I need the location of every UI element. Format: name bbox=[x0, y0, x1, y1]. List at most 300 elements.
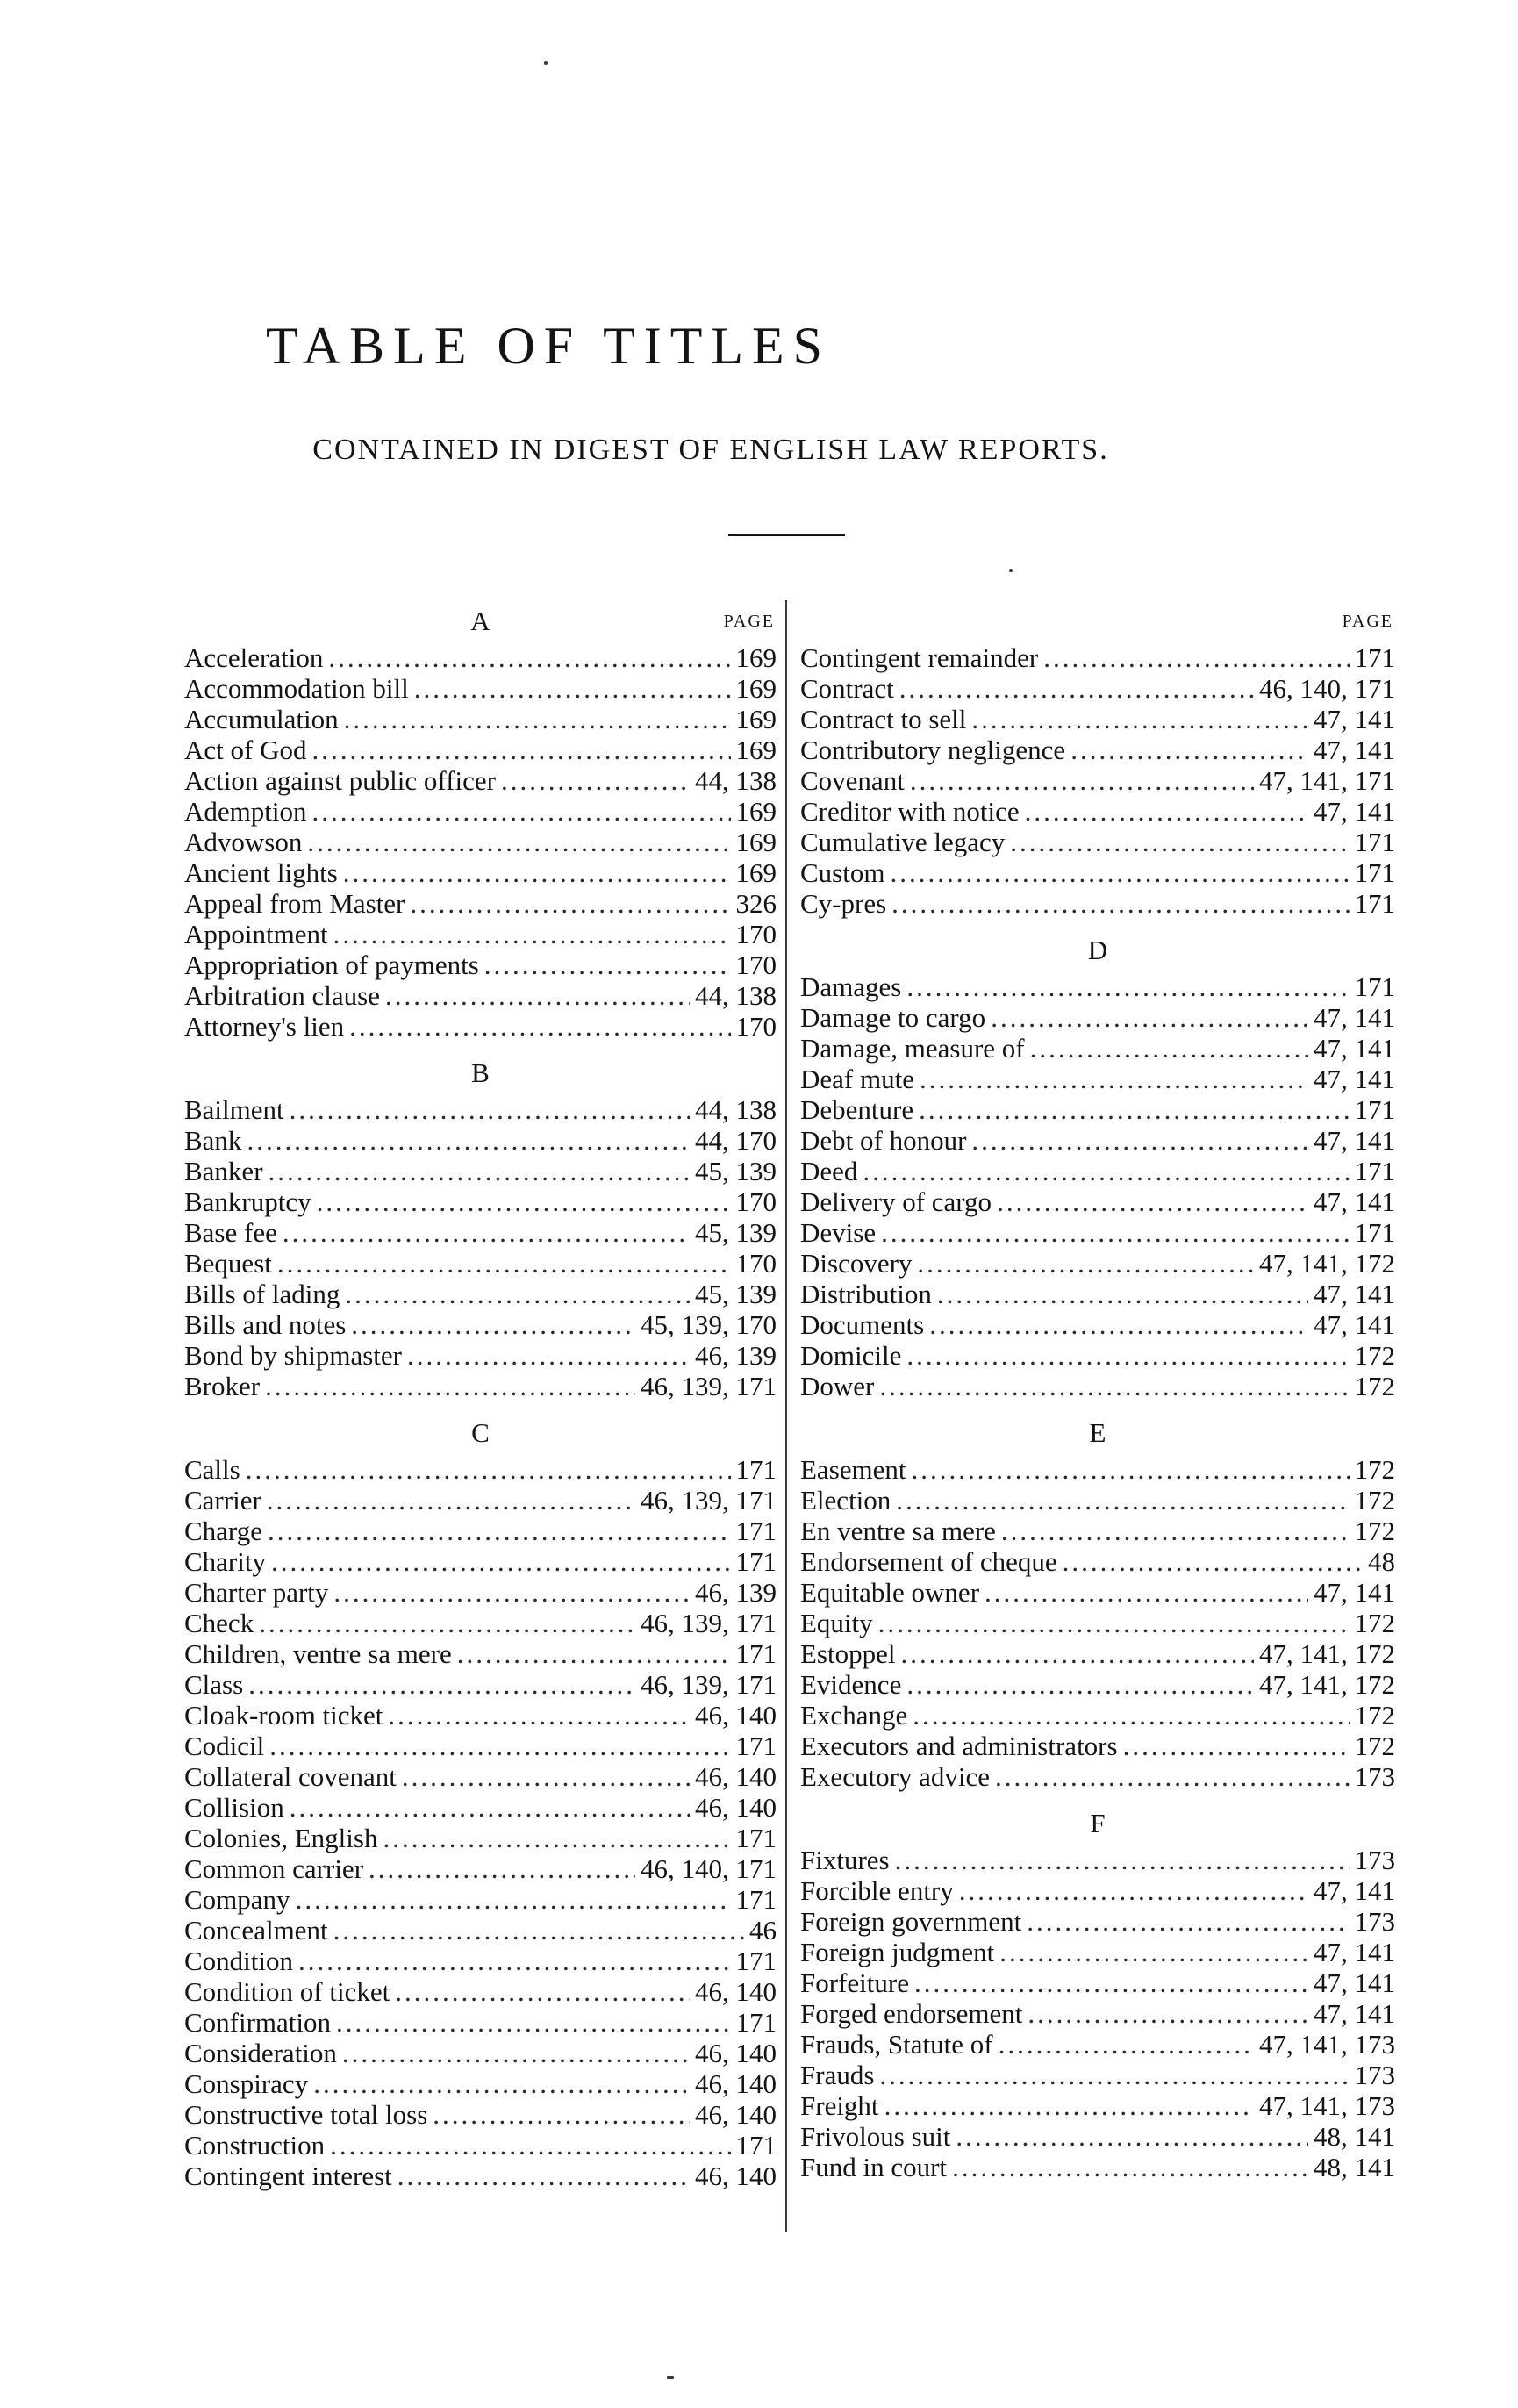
entry-title: Covenant bbox=[800, 765, 905, 796]
index-entry bbox=[800, 2152, 1395, 2182]
entry-pages: 173 bbox=[1354, 1761, 1395, 1792]
dot-leader bbox=[991, 1002, 1308, 1033]
dot-leader bbox=[879, 2060, 1349, 2090]
index-entry bbox=[184, 888, 777, 919]
entry-title: Exchange bbox=[800, 1700, 908, 1731]
entry-title: Endorsement of cheque bbox=[800, 1546, 1057, 1577]
entry-title: Forged endorsement bbox=[800, 1998, 1023, 2029]
entry-title: Bank bbox=[184, 1125, 242, 1156]
dot-leader bbox=[290, 1094, 690, 1125]
entry-title: Election bbox=[800, 1485, 891, 1516]
index-entry bbox=[184, 1186, 777, 1217]
entry-title: Equity bbox=[800, 1608, 873, 1638]
page-column-label: PAGE bbox=[1342, 612, 1393, 631]
entry-pages: 171 bbox=[735, 1454, 777, 1485]
index-entry bbox=[800, 857, 1395, 888]
dot-leader bbox=[267, 1485, 635, 1516]
index-entry bbox=[800, 1485, 1395, 1516]
entry-title: Charge bbox=[184, 1516, 262, 1546]
entry-title: Ademption bbox=[184, 796, 307, 827]
entry-pages: 47, 141, 172 bbox=[1259, 1638, 1395, 1669]
dot-leader bbox=[995, 1761, 1349, 1792]
section-gap bbox=[184, 1042, 777, 1052]
section-header bbox=[800, 600, 1395, 642]
index-entry bbox=[800, 1669, 1395, 1700]
entry-pages: 170 bbox=[735, 1011, 777, 1042]
dot-leader bbox=[971, 1125, 1308, 1156]
entry-pages: 171 bbox=[735, 2130, 777, 2161]
section-letter: C bbox=[471, 1417, 490, 1448]
entry-pages: 47, 141 bbox=[1314, 1033, 1395, 1064]
entry-title: Attorney's lien bbox=[184, 1011, 345, 1042]
index-entry bbox=[184, 919, 777, 950]
entry-title: Foreign government bbox=[800, 1906, 1022, 1937]
dot-leader bbox=[457, 1638, 731, 1669]
index-entry bbox=[184, 2099, 777, 2130]
dot-leader bbox=[884, 2090, 1254, 2121]
entry-title: Act of God bbox=[184, 735, 307, 765]
dot-leader bbox=[906, 971, 1349, 1002]
index-entry bbox=[800, 1638, 1395, 1669]
index-entry bbox=[184, 1884, 777, 1915]
entry-pages: 170 bbox=[735, 1186, 777, 1217]
index-entry bbox=[800, 1125, 1395, 1156]
entry-pages: 46, 140, 171 bbox=[1259, 673, 1395, 704]
index-entry bbox=[800, 1454, 1395, 1485]
index-entry bbox=[184, 950, 777, 980]
entry-pages: 47, 141 bbox=[1314, 735, 1395, 765]
dot-leader bbox=[311, 735, 730, 765]
entry-pages: 47, 141 bbox=[1314, 1279, 1395, 1309]
entry-title: Collision bbox=[184, 1792, 284, 1823]
entry-title: Debenture bbox=[800, 1094, 914, 1125]
entry-pages: 48, 141 bbox=[1314, 2121, 1395, 2152]
index-entry bbox=[800, 1371, 1395, 1401]
dot-leader bbox=[296, 1884, 731, 1915]
entry-title: Children, ventre sa mere bbox=[184, 1638, 452, 1669]
entry-title: Accumulation bbox=[184, 704, 339, 735]
dot-leader bbox=[906, 1669, 1254, 1700]
entry-pages: 46, 140 bbox=[695, 2099, 777, 2130]
dot-leader bbox=[336, 2007, 730, 2038]
entry-title: Codicil bbox=[184, 1731, 265, 1761]
entry-title: Evidence bbox=[800, 1669, 902, 1700]
dot-leader bbox=[899, 673, 1254, 704]
entry-pages: 48 bbox=[1368, 1546, 1395, 1577]
dot-leader bbox=[271, 1546, 731, 1577]
entry-title: Bills of lading bbox=[184, 1279, 340, 1309]
index-entry bbox=[184, 642, 777, 673]
index-entry bbox=[184, 1309, 777, 1340]
dot-leader bbox=[484, 950, 731, 980]
dot-leader bbox=[1063, 1546, 1363, 1577]
entry-title: Condition of ticket bbox=[184, 1976, 390, 2007]
entry-pages: 171 bbox=[1354, 857, 1395, 888]
index-entry bbox=[800, 1731, 1395, 1761]
entry-pages: 170 bbox=[735, 1248, 777, 1279]
dot-leader bbox=[891, 888, 1349, 919]
entry-title: Documents bbox=[800, 1309, 925, 1340]
entry-pages: 172 bbox=[1354, 1608, 1395, 1638]
entry-title: Action against public officer bbox=[184, 765, 496, 796]
entry-title: Discovery bbox=[800, 1248, 913, 1279]
index-entry bbox=[800, 1094, 1395, 1125]
entry-pages: 47, 141 bbox=[1314, 1064, 1395, 1094]
entry-pages: 47, 141, 172 bbox=[1259, 1669, 1395, 1700]
dot-leader bbox=[343, 857, 731, 888]
entry-title: Damage, measure of bbox=[800, 1033, 1025, 1064]
entry-pages: 47, 141 bbox=[1314, 796, 1395, 827]
entry-title: Calls bbox=[184, 1454, 240, 1485]
section-gap bbox=[800, 919, 1395, 929]
dot-leader bbox=[344, 704, 731, 735]
index-entry bbox=[800, 2090, 1395, 2121]
dot-leader bbox=[265, 1371, 635, 1401]
entry-title: Contract bbox=[800, 673, 894, 704]
dot-leader bbox=[349, 1011, 730, 1042]
entry-pages: 47, 141, 171 bbox=[1259, 765, 1395, 796]
entry-title: Contract to sell bbox=[800, 704, 967, 735]
entry-title: Executory advice bbox=[800, 1761, 991, 1792]
index-entry bbox=[800, 1845, 1395, 1875]
entry-pages: 47, 141 bbox=[1314, 1125, 1395, 1156]
index-entry bbox=[184, 796, 777, 827]
dot-leader bbox=[333, 919, 731, 950]
section-letter: D bbox=[1087, 935, 1108, 965]
dot-leader bbox=[313, 2068, 690, 2099]
entry-title: Freight bbox=[800, 2090, 879, 2121]
dot-leader bbox=[283, 1217, 690, 1248]
entry-title: Forcible entry bbox=[800, 1875, 954, 1906]
index-entry bbox=[800, 704, 1395, 735]
entry-title: Consideration bbox=[184, 2038, 337, 2068]
entry-pages: 169 bbox=[735, 827, 777, 857]
dot-leader bbox=[312, 796, 731, 827]
dot-leader bbox=[1025, 796, 1308, 827]
entry-title: Bankruptcy bbox=[184, 1186, 311, 1217]
right-column bbox=[800, 600, 1395, 2182]
entry-title: Bailment bbox=[184, 1094, 284, 1125]
index-entry bbox=[800, 1217, 1395, 1248]
dot-leader bbox=[345, 1279, 690, 1309]
entry-title: Appeal from Master bbox=[184, 888, 405, 919]
entry-title: Devise bbox=[800, 1217, 877, 1248]
left-column bbox=[184, 600, 777, 2191]
index-entry bbox=[184, 673, 777, 704]
entry-title: Appointment bbox=[184, 919, 328, 950]
print-speck bbox=[544, 61, 548, 65]
entry-pages: 169 bbox=[735, 796, 777, 827]
entry-pages: 171 bbox=[1354, 1156, 1395, 1186]
dot-leader bbox=[901, 1638, 1255, 1669]
dot-leader bbox=[269, 1731, 730, 1761]
entry-title: Colonies, English bbox=[184, 1823, 378, 1853]
index-entry bbox=[800, 1248, 1395, 1279]
index-entry bbox=[800, 971, 1395, 1002]
entry-title: Deed bbox=[800, 1156, 858, 1186]
section-gap bbox=[800, 1401, 1395, 1412]
dot-leader bbox=[383, 1823, 730, 1853]
dot-leader bbox=[952, 2152, 1308, 2182]
dot-leader bbox=[906, 1340, 1349, 1371]
index-entry bbox=[184, 1248, 777, 1279]
entry-pages: 169 bbox=[735, 857, 777, 888]
dot-leader bbox=[959, 1875, 1308, 1906]
dot-leader bbox=[269, 1156, 690, 1186]
index-entry bbox=[184, 1853, 777, 1884]
dot-leader bbox=[1043, 642, 1349, 673]
entry-pages: 172 bbox=[1354, 1454, 1395, 1485]
entry-title: Contingent remainder bbox=[800, 642, 1039, 673]
entry-title: Ancient lights bbox=[184, 857, 338, 888]
entry-title: Foreign judgment bbox=[800, 1937, 995, 1967]
entry-pages: 169 bbox=[735, 704, 777, 735]
entry-pages: 169 bbox=[735, 735, 777, 765]
index-entry bbox=[800, 765, 1395, 796]
dot-leader bbox=[914, 1967, 1308, 1998]
entry-title: Frauds, Statute of bbox=[800, 2029, 993, 2060]
index-entry bbox=[184, 735, 777, 765]
entry-title: Creditor with notice bbox=[800, 796, 1020, 827]
dot-leader bbox=[1001, 1516, 1350, 1546]
index-entry bbox=[184, 857, 777, 888]
entry-title: Cloak-room ticket bbox=[184, 1700, 383, 1731]
dot-leader bbox=[397, 2161, 690, 2191]
entry-pages: 172 bbox=[1354, 1516, 1395, 1546]
dot-leader bbox=[268, 1516, 731, 1546]
dot-leader bbox=[912, 1454, 1350, 1485]
entry-pages: 46, 140, 171 bbox=[641, 1853, 777, 1884]
dot-leader bbox=[913, 1700, 1349, 1731]
entry-pages: 171 bbox=[1354, 1094, 1395, 1125]
index-entry bbox=[800, 1156, 1395, 1186]
entry-title: Domicile bbox=[800, 1340, 902, 1371]
index-entry bbox=[800, 1700, 1395, 1731]
index-entry bbox=[184, 1731, 777, 1761]
entry-pages: 46, 140 bbox=[695, 1792, 777, 1823]
index-entry bbox=[800, 1998, 1395, 2029]
entry-pages: 171 bbox=[1354, 971, 1395, 1002]
entry-pages: 47, 141 bbox=[1314, 1998, 1395, 2029]
entry-pages: 46, 139 bbox=[695, 1340, 777, 1371]
dot-leader bbox=[333, 1577, 690, 1608]
entry-title: Conspiracy bbox=[184, 2068, 309, 2099]
dot-leader bbox=[1070, 735, 1308, 765]
entry-pages: 48, 141 bbox=[1314, 2152, 1395, 2182]
dot-leader bbox=[259, 1608, 635, 1638]
entry-title: Confirmation bbox=[184, 2007, 332, 2038]
dot-leader bbox=[937, 1279, 1308, 1309]
entry-pages: 46, 140 bbox=[695, 2068, 777, 2099]
dot-leader bbox=[277, 1248, 731, 1279]
index-entry bbox=[800, 1546, 1395, 1577]
index-entry bbox=[184, 1577, 777, 1608]
dot-leader bbox=[298, 1946, 730, 1976]
entry-title: Fixtures bbox=[800, 1845, 890, 1875]
section-header bbox=[800, 1412, 1395, 1454]
index-entry bbox=[800, 1761, 1395, 1792]
entry-title: Contingent interest bbox=[184, 2161, 392, 2191]
index-entry bbox=[184, 1011, 777, 1042]
entry-title: Check bbox=[184, 1608, 254, 1638]
index-entry bbox=[184, 1669, 777, 1700]
index-entry bbox=[184, 704, 777, 735]
dot-leader bbox=[414, 673, 731, 704]
index-entry bbox=[184, 980, 777, 1011]
index-entry bbox=[800, 2060, 1395, 2090]
entry-pages: 171 bbox=[735, 1884, 777, 1915]
index-entry bbox=[800, 1186, 1395, 1217]
entry-title: Base fee bbox=[184, 1217, 277, 1248]
entry-pages: 47, 141 bbox=[1314, 1937, 1395, 1967]
index-entry bbox=[800, 1516, 1395, 1546]
index-entry bbox=[800, 1340, 1395, 1371]
dot-leader bbox=[369, 1853, 635, 1884]
entry-title: Cumulative legacy bbox=[800, 827, 1006, 857]
entry-title: Common carrier bbox=[184, 1853, 364, 1884]
dot-leader bbox=[407, 1340, 690, 1371]
entry-pages: 173 bbox=[1354, 1845, 1395, 1875]
index-entry bbox=[800, 1875, 1395, 1906]
dot-leader bbox=[317, 1186, 731, 1217]
entry-title: Condition bbox=[184, 1946, 294, 1976]
entry-pages: 46, 140 bbox=[695, 2038, 777, 2068]
entry-title: Custom bbox=[800, 857, 885, 888]
index-entry bbox=[184, 1094, 777, 1125]
index-entry bbox=[800, 1608, 1395, 1638]
index-entry bbox=[184, 1638, 777, 1669]
dot-leader bbox=[328, 642, 730, 673]
index-entry bbox=[184, 1516, 777, 1546]
entry-pages: 171 bbox=[735, 1516, 777, 1546]
entry-title: Bills and notes bbox=[184, 1309, 347, 1340]
index-entry bbox=[800, 1967, 1395, 1998]
entry-title: Charter party bbox=[184, 1577, 329, 1608]
index-entry bbox=[184, 827, 777, 857]
dot-leader bbox=[863, 1156, 1349, 1186]
dot-leader bbox=[999, 2029, 1254, 2060]
dot-leader bbox=[929, 1309, 1308, 1340]
entry-pages: 170 bbox=[735, 950, 777, 980]
page-title: TABLE OF TITLES bbox=[265, 317, 832, 375]
index-entry bbox=[800, 1033, 1395, 1064]
dot-leader bbox=[985, 1577, 1308, 1608]
dot-leader bbox=[247, 1125, 690, 1156]
entry-pages: 172 bbox=[1354, 1700, 1395, 1731]
entry-pages: 47, 141, 173 bbox=[1259, 2090, 1395, 2121]
entry-pages: 47, 141, 173 bbox=[1259, 2029, 1395, 2060]
entry-title: Bond by shipmaster bbox=[184, 1340, 402, 1371]
entry-pages: 171 bbox=[1354, 827, 1395, 857]
index-entry bbox=[184, 1156, 777, 1186]
dot-leader bbox=[999, 1937, 1308, 1967]
entry-pages: 171 bbox=[1354, 888, 1395, 919]
dot-leader bbox=[246, 1454, 731, 1485]
entry-title: Frauds bbox=[800, 2060, 875, 2090]
dot-leader bbox=[956, 2121, 1308, 2152]
index-entry bbox=[184, 1792, 777, 1823]
dot-leader bbox=[920, 1064, 1308, 1094]
entry-title: Damage to cargo bbox=[800, 1002, 986, 1033]
dot-leader bbox=[1028, 1998, 1308, 2029]
index-entry bbox=[800, 1279, 1395, 1309]
dot-leader bbox=[917, 1248, 1254, 1279]
index-entry bbox=[800, 1906, 1395, 1937]
entry-title: Accommodation bill bbox=[184, 673, 409, 704]
section-header bbox=[184, 600, 777, 642]
index-entry bbox=[184, 1946, 777, 1976]
index-entry bbox=[184, 765, 777, 796]
section-letter: E bbox=[1089, 1417, 1106, 1448]
dot-leader bbox=[910, 765, 1254, 796]
section-gap bbox=[184, 1401, 777, 1412]
entry-title: Debt of honour bbox=[800, 1125, 967, 1156]
entry-title: Bequest bbox=[184, 1248, 272, 1279]
entry-pages: 172 bbox=[1354, 1485, 1395, 1516]
dot-leader bbox=[919, 1094, 1349, 1125]
index-entry bbox=[800, 1064, 1395, 1094]
dot-leader bbox=[895, 1845, 1350, 1875]
dot-leader bbox=[330, 2130, 730, 2161]
entry-pages: 173 bbox=[1354, 1906, 1395, 1937]
index-entry bbox=[184, 1371, 777, 1401]
entry-title: Acceleration bbox=[184, 642, 324, 673]
entry-pages: 46, 140 bbox=[695, 1700, 777, 1731]
dot-leader bbox=[402, 1761, 690, 1792]
section-gap bbox=[800, 1792, 1395, 1802]
title-rule bbox=[728, 534, 845, 536]
index-entry bbox=[184, 1340, 777, 1371]
entry-pages: 171 bbox=[735, 1731, 777, 1761]
entry-pages: 46, 139, 171 bbox=[641, 1371, 777, 1401]
entry-pages: 44, 138 bbox=[695, 980, 777, 1011]
index-entry bbox=[800, 673, 1395, 704]
print-speck bbox=[667, 2376, 674, 2379]
index-entry bbox=[800, 735, 1395, 765]
entry-pages: 47, 141 bbox=[1314, 704, 1395, 735]
entry-pages: 46, 140 bbox=[695, 2161, 777, 2191]
dot-leader bbox=[881, 1217, 1349, 1248]
entry-pages: 171 bbox=[735, 1823, 777, 1853]
section-header bbox=[800, 929, 1395, 971]
entry-title: Class bbox=[184, 1669, 244, 1700]
entry-title: En ventre sa mere bbox=[800, 1516, 996, 1546]
index-entry bbox=[800, 796, 1395, 827]
section-letter: B bbox=[471, 1057, 490, 1088]
entry-pages: 326 bbox=[735, 888, 777, 919]
page-subtitle: CONTAINED IN DIGEST OF ENGLISH LAW REPORTS. bbox=[312, 434, 1109, 466]
entry-pages: 47, 141 bbox=[1314, 1002, 1395, 1033]
dot-leader bbox=[342, 2038, 690, 2068]
entry-pages: 44, 170 bbox=[695, 1125, 777, 1156]
index-entry bbox=[800, 1937, 1395, 1967]
dot-leader bbox=[385, 980, 690, 1011]
entry-title: Distribution bbox=[800, 1279, 932, 1309]
dot-leader bbox=[878, 1608, 1350, 1638]
index-entry bbox=[184, 1608, 777, 1638]
entry-title: Broker bbox=[184, 1371, 261, 1401]
entry-title: Constructive total loss bbox=[184, 2099, 428, 2130]
dot-leader bbox=[997, 1186, 1308, 1217]
entry-title: Banker bbox=[184, 1156, 263, 1186]
dot-leader bbox=[971, 704, 1308, 735]
entry-pages: 45, 139 bbox=[695, 1217, 777, 1248]
index-entry bbox=[800, 827, 1395, 857]
dot-leader bbox=[1010, 827, 1349, 857]
entry-title: Collateral covenant bbox=[184, 1761, 397, 1792]
dot-leader bbox=[890, 857, 1349, 888]
index-entry bbox=[800, 1002, 1395, 1033]
